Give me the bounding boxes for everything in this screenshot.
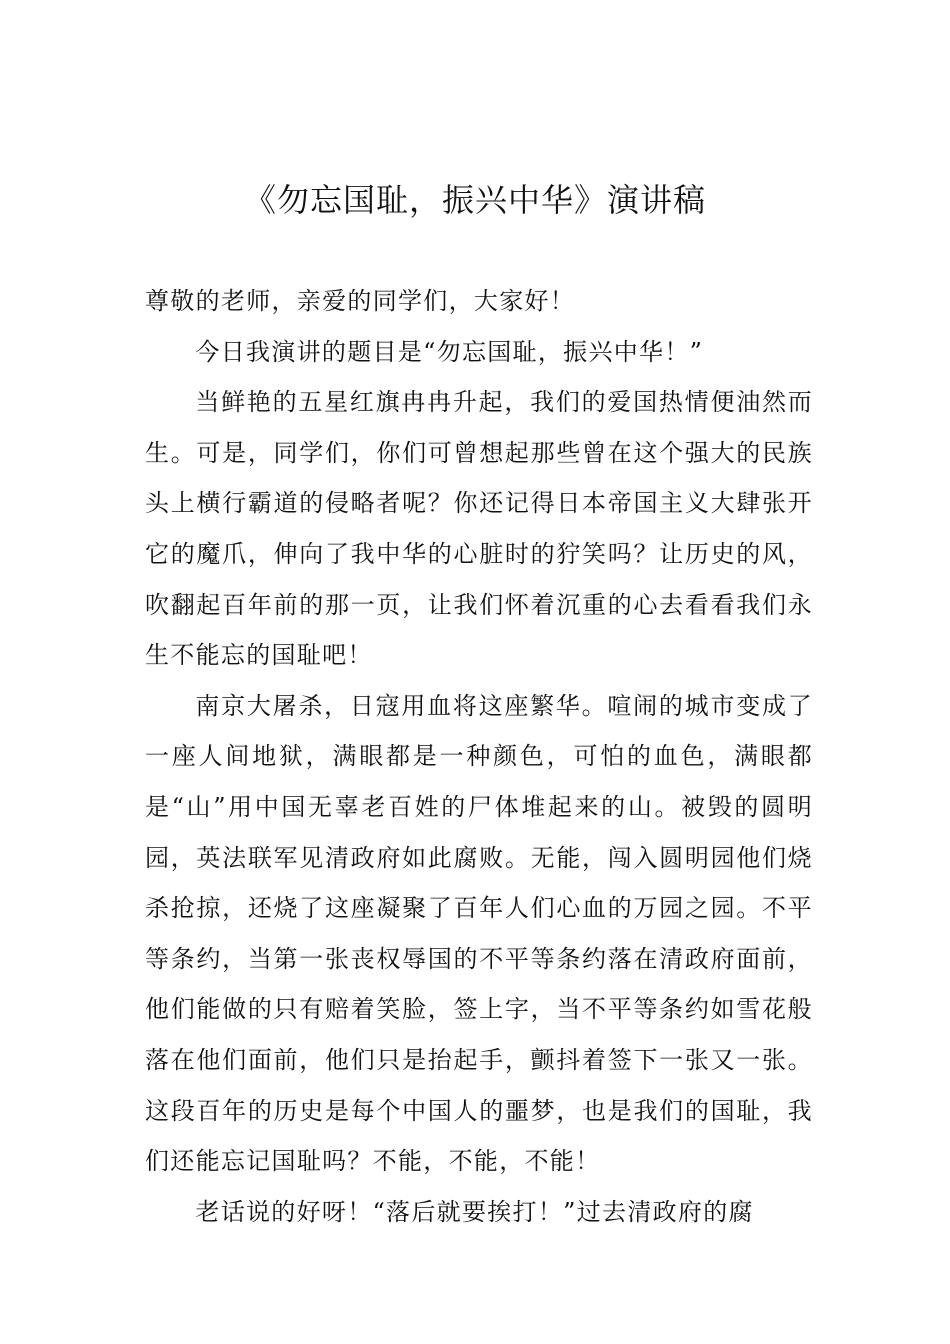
body-paragraph: 老话说的好呀！“落后就要挨打！”过去清政府的腐	[195, 1197, 754, 1226]
body-paragraph: 当鲜艳的五星红旗冉冉升起，我们的爱国热情便油然而生。可是，同学们，你们可曾想起那些曾在这个强大的民族头上横行霸道的侵略者呢？你还记得日本帝国主义大肆张开它的魔爪，伸向了我中华的心脏时的狞笑吗？让历史的风，吹翻起百年前的那一页，让我们怀着沉重的心去看看我们永生不能忘的国耻吧！	[145, 388, 813, 670]
document-body	[145, 276, 813, 1237]
greeting-paragraph: 尊敬的老师，亲爱的同学们，大家好！	[145, 287, 576, 315]
body-paragraph: 南京大屠杀，日寇用血将这座繁华。喧闹的城市变成了一座人间地狱，满眼都是一种颜色，可怕的血色，满眼都是“山”用中国无辜老百姓的尸体堆起来的山。被毁的圆明园，英法联军见清政府如此腐败。无能，闯入圆明园他们烧杀抢掠，还烧了这座凝聚了百年人们心血的万园之园。不平等条约，当第一张丧权辱国的不平等条约落在清政府面前，他们能做的只有赔着笑脸，签上字，当不平等条约如雪花般落在他们面前，他们只是抬起手，颤抖着签下一张又一张。这段百年的历史是每个中国人的噩梦，也是我们的国耻，我们还能忘记国耻吗？不能，不能，不能！	[145, 691, 813, 1176]
topic-paragraph: 今日我演讲的题目是“勿忘国耻，振兴中华！”	[195, 337, 704, 366]
document-title: 《勿忘国耻，振兴中华》演讲稿	[243, 181, 706, 219]
